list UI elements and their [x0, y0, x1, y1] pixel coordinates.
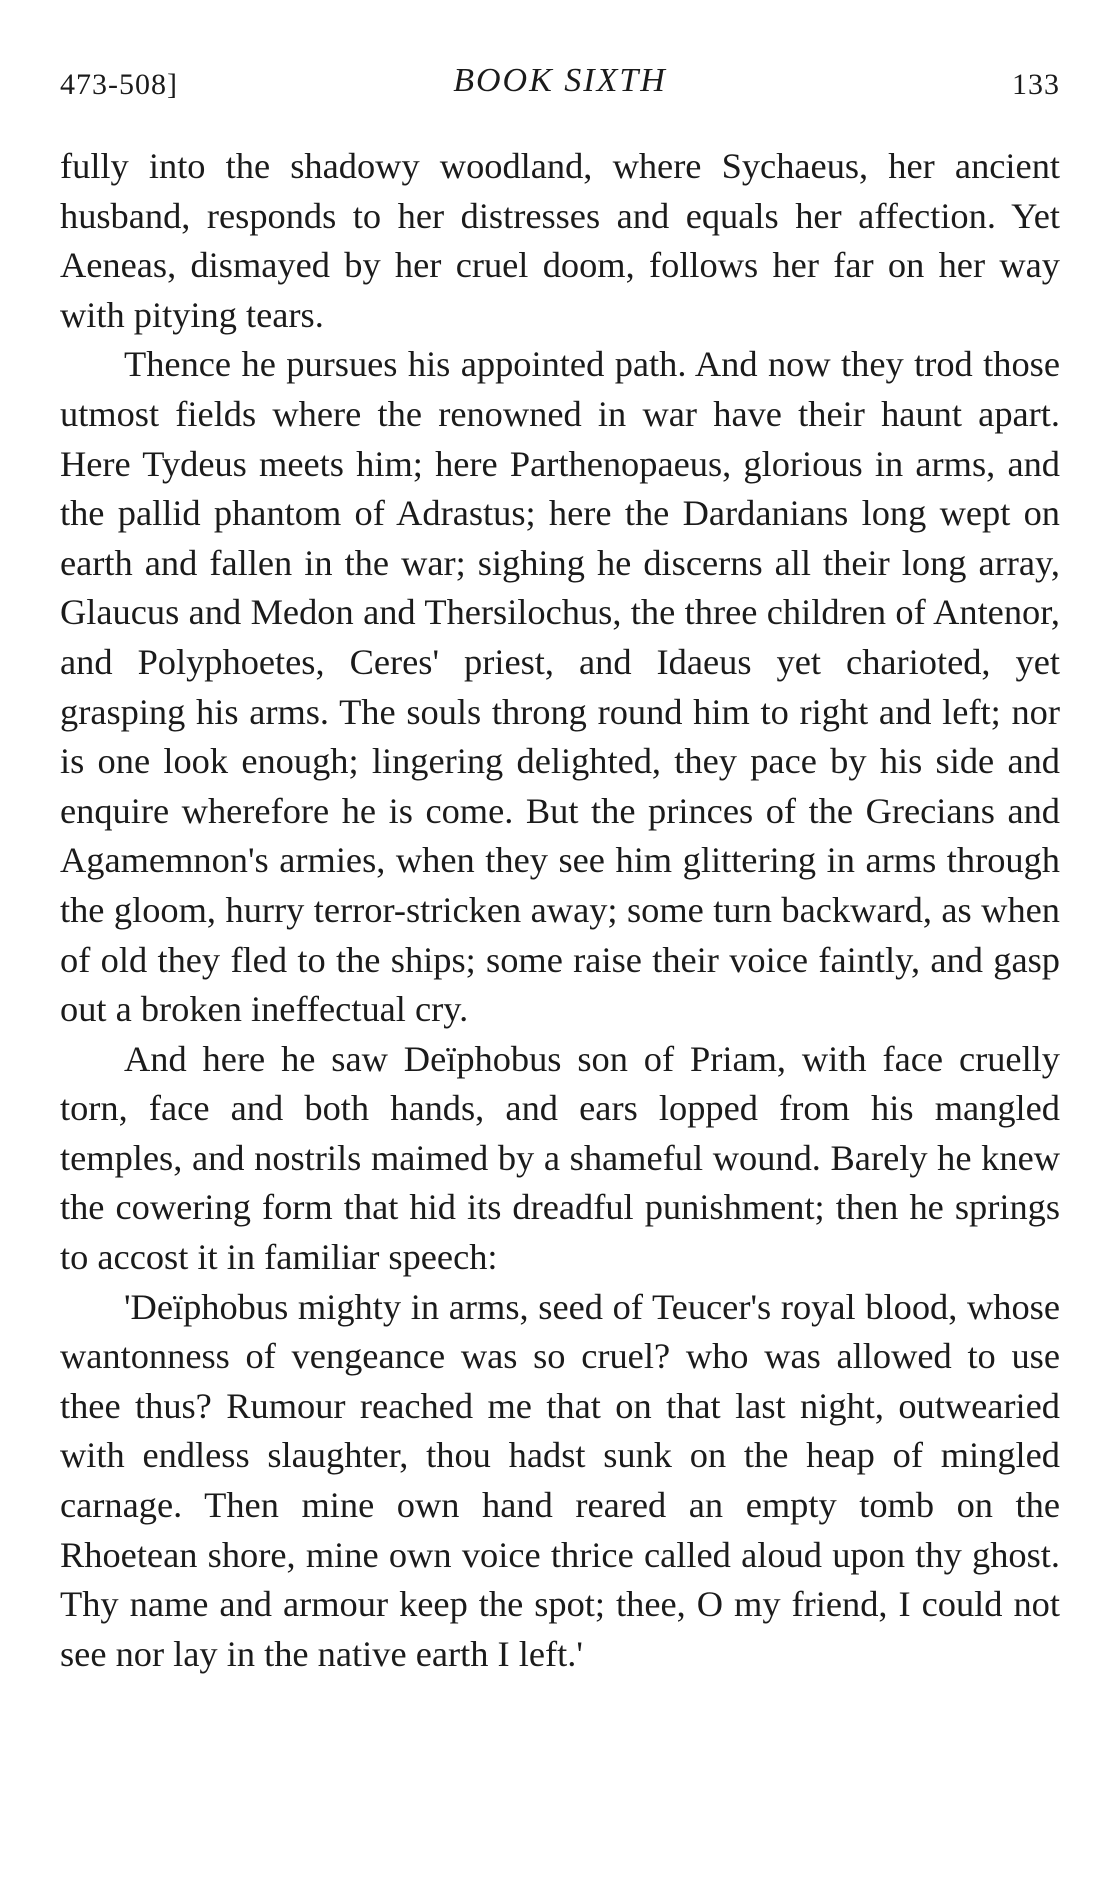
body-text	[60, 142, 1060, 1679]
running-header	[60, 62, 1060, 106]
paragraph: And here he saw Deïphobus son of Priam, with face cruelly torn, face and both hands, and ears lopped from his mangled temples, and nostrils maimed by a shameful wound. Barely he knew the cowering form that hid its dreadful punishment; then he springs to accost it in familiar speech:	[60, 1038, 1060, 1278]
page-number: 133	[1012, 68, 1060, 101]
paragraph: Thence he pursues his appointed path. And now they trod those utmost fields where the renowned in war have their haunt apart. Here Tydeus meets him; here Parthenopaeus, glorious in arms, and the pallid phantom of Adrastus; here the Dardanians long wept on earth and fallen in the war; sighing he discerns all their long array, Glaucus and Medon and Thersilochus, the three children of Antenor, and Polyphoetes, Ceres' priest, and Idaeus yet charioted, yet grasping his arms. The souls throng round him to right and left; nor is one look enough; lingering delighted, they pace by his side and enquire wherefore he is come. But the princes of the Grecians and Agamemnon's armies, when they see him glittering in arms through the gloom, hurry terror-stricken away; some turn backward, as when of old they fled to the ships; some raise their voice faintly, and gasp out a broken ineffectual cry.	[60, 344, 1060, 1030]
paragraph-continuation: fully into the shadowy woodland, where Sychaeus, her ancient husband, responds to her distresses and equals her affection. Yet Aeneas, dismayed by her cruel doom, follows her far on her way with pitying tears.	[60, 146, 1060, 335]
paragraph-speech: 'Deïphobus mighty in arms, seed of Teucer's royal blood, whose wantonness of vengeance was so cruel? who was allowed to use thee thus? Rumour reached me that on that last night, outwearied with endless slaughter, thou hadst sunk on the heap of mingled carnage. Then mine own hand reared an empty tomb on the Rhoetean shore, mine own voice thrice called aloud upon thy ghost. Thy name and armour keep the spot; thee, O my friend, I could not see nor lay in the native earth I left.'	[60, 1286, 1060, 1674]
line-range: 473-508]	[60, 68, 178, 101]
book-title: BOOK SIXTH	[453, 62, 667, 99]
